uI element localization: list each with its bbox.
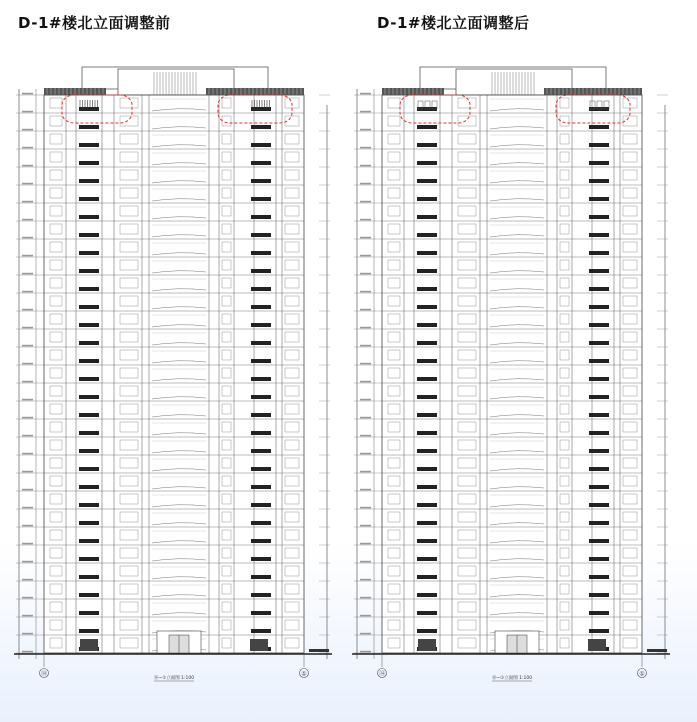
balcony-railing [251,593,271,597]
level-mark [360,399,371,401]
balcony-railing [79,197,99,201]
level-mark [360,507,371,509]
balcony-railing [251,431,271,435]
balcony-railing [251,377,271,381]
level-mark [360,201,371,203]
balcony-railing [79,629,99,633]
level-mark [22,93,33,95]
balcony-railing [589,395,609,399]
balcony-railing [251,503,271,507]
level-mark [360,291,371,293]
level-mark [22,471,33,473]
balcony-railing [251,629,271,633]
balcony-railing [79,611,99,615]
level-mark [360,381,371,383]
level-mark [22,237,33,239]
elevation-drawing-before [14,55,332,695]
ground-opening [250,639,268,651]
level-mark [22,255,33,257]
balcony-railing [589,179,609,183]
balcony-railing [417,557,437,561]
level-mark [22,489,33,491]
level-mark [360,417,371,419]
balcony-railing [589,413,609,417]
building-elevation [352,67,670,681]
balcony-railing [79,593,99,597]
level-mark [360,633,371,635]
balcony-railing [417,449,437,453]
level-mark [360,651,371,653]
roof-band-right [544,88,642,95]
level-mark [22,615,33,617]
balcony-railing [79,467,99,471]
level-mark [360,147,371,149]
balcony-railing [417,539,437,543]
level-mark [22,165,33,167]
balcony-railing [251,359,271,363]
balcony-railing [251,179,271,183]
ground-opening [418,639,436,651]
elevation-caption: ⑭~①立面图 1:100 [153,676,195,681]
level-mark [22,399,33,401]
level-mark [22,363,33,365]
ground-step [647,649,667,652]
balcony-railing [79,503,99,507]
level-mark [22,129,33,131]
balcony-railing [79,287,99,291]
level-mark [360,489,371,491]
balcony-railing [251,575,271,579]
level-mark [22,561,33,563]
level-mark [22,147,33,149]
level-mark [22,183,33,185]
balcony-railing [417,395,437,399]
balcony-railing [589,557,609,561]
level-mark [22,381,33,383]
level-mark [22,327,33,329]
balcony-railing [251,449,271,453]
balcony-railing [417,251,437,255]
level-mark [22,651,33,653]
balcony-railing [417,143,437,147]
balcony-railing [417,611,437,615]
balcony-railing [251,161,271,165]
balcony-railing [79,359,99,363]
facade-outline [382,95,642,653]
balcony-railing [251,107,271,111]
balcony-railing [589,485,609,489]
balcony-railing [417,521,437,525]
balcony-railing [589,197,609,201]
balcony-railing [251,269,271,273]
balcony-railing [251,323,271,327]
balcony-railing [589,521,609,525]
balcony-railing [589,593,609,597]
balcony-railing [589,269,609,273]
balcony-railing [79,251,99,255]
balcony-railing [417,593,437,597]
roof-band [206,88,304,95]
balcony-railing [417,467,437,471]
after-title: D-1#楼北立面调整后 [377,14,530,32]
balcony-railing [79,323,99,327]
level-mark [22,291,33,293]
balcony-railing [79,305,99,309]
balcony-railing [589,449,609,453]
balcony-railing [79,269,99,273]
balcony-railing [589,575,609,579]
balcony-railing [417,629,437,633]
elevation-caption: ⑭~①立面图 1:100 [491,676,533,681]
balcony-railing [251,521,271,525]
balcony-railing [417,323,437,327]
balcony-railing [417,287,437,291]
axis-label-right: ① [301,670,307,678]
level-mark [360,363,371,365]
balcony-railing [589,359,609,363]
roof-band-left [382,88,444,95]
level-mark [360,453,371,455]
balcony-railing [589,143,609,147]
balcony-railing [589,125,609,129]
balcony-railing [589,215,609,219]
balcony-railing [589,323,609,327]
axis-label-left: ⑭ [40,670,48,678]
level-mark [22,453,33,455]
balcony-railing [79,521,99,525]
level-mark [22,417,33,419]
balcony-railing [589,341,609,345]
level-mark [360,579,371,581]
balcony-railing [79,395,99,399]
level-mark [360,561,371,563]
level-mark [22,579,33,581]
balcony-railing [589,503,609,507]
balcony-railing [589,161,609,165]
before-title: D-1#楼北立面调整前 [18,14,171,32]
ground-step [309,649,329,652]
level-mark [360,543,371,545]
elevation-after [352,55,670,695]
balcony-railing [79,161,99,165]
level-mark [22,507,33,509]
balcony-railing [417,179,437,183]
balcony-railing [251,305,271,309]
balcony-railing [589,377,609,381]
level-mark [360,273,371,275]
balcony-railing [417,503,437,507]
balcony-railing [251,485,271,489]
balcony-railing [589,431,609,435]
level-mark [360,435,371,437]
balcony-railing [251,539,271,543]
balcony-railing [79,215,99,219]
balcony-railing [79,575,99,579]
balcony-railing [79,431,99,435]
level-mark [22,525,33,527]
balcony-railing [79,341,99,345]
balcony-railing [79,233,99,237]
balcony-railing [417,377,437,381]
balcony-railing [417,197,437,201]
level-mark [360,111,371,113]
balcony-railing [417,359,437,363]
roof-band-right [206,88,304,95]
elevation-drawing-after [352,55,670,695]
balcony-railing [79,557,99,561]
balcony-railing [251,611,271,615]
balcony-railing [79,179,99,183]
balcony-railing [589,251,609,255]
balcony-railing [417,575,437,579]
level-mark [360,327,371,329]
balcony-railing [79,539,99,543]
balcony-railing [417,413,437,417]
balcony-railing [251,143,271,147]
balcony-railing [79,107,99,111]
balcony-railing [417,125,437,129]
balcony-railing [251,287,271,291]
balcony-railing [79,413,99,417]
balcony-railing [589,287,609,291]
building-elevation [14,67,332,681]
level-mark [22,201,33,203]
balcony-railing [417,269,437,273]
balcony-railing [251,233,271,237]
balcony-railing [417,215,437,219]
balcony-railing [589,539,609,543]
roof-band-left [44,88,106,95]
level-mark [360,129,371,131]
level-mark [360,165,371,167]
level-mark [360,597,371,599]
balcony-railing [79,449,99,453]
ground-opening [80,639,98,651]
balcony-railing [79,143,99,147]
balcony-railing [589,305,609,309]
level-mark [360,309,371,311]
roof-band [544,88,642,95]
balcony-railing [417,485,437,489]
balcony-railing [589,629,609,633]
balcony-railing [251,341,271,345]
balcony-railing [251,251,271,255]
axis-label-left: ⑭ [378,670,386,678]
level-mark [22,597,33,599]
balcony-railing [251,395,271,399]
balcony-railing [417,305,437,309]
balcony-railing [251,413,271,417]
level-mark [22,309,33,311]
balcony-railing [251,467,271,471]
level-mark [360,471,371,473]
axis-label-right: ① [639,670,645,678]
level-mark [22,273,33,275]
balcony-railing [251,557,271,561]
balcony-railing [417,161,437,165]
level-mark [360,183,371,185]
elevation-before [14,55,332,695]
balcony-railing [417,341,437,345]
level-mark [360,219,371,221]
level-mark [360,615,371,617]
balcony-railing [589,233,609,237]
ground-opening [588,639,606,651]
facade-outline [44,95,304,653]
balcony-railing [417,233,437,237]
balcony-railing [79,485,99,489]
level-mark [360,93,371,95]
balcony-railing [79,125,99,129]
balcony-railing [251,215,271,219]
balcony-railing [251,125,271,129]
balcony-railing [251,197,271,201]
level-mark [360,345,371,347]
level-mark [22,633,33,635]
balcony-railing [589,611,609,615]
level-mark [360,525,371,527]
level-mark [22,435,33,437]
balcony-railing [79,377,99,381]
balcony-railing [417,431,437,435]
level-mark [360,255,371,257]
balcony-railing [589,467,609,471]
level-mark [22,345,33,347]
level-mark [22,219,33,221]
level-mark [360,237,371,239]
level-mark [22,111,33,113]
level-mark [22,543,33,545]
